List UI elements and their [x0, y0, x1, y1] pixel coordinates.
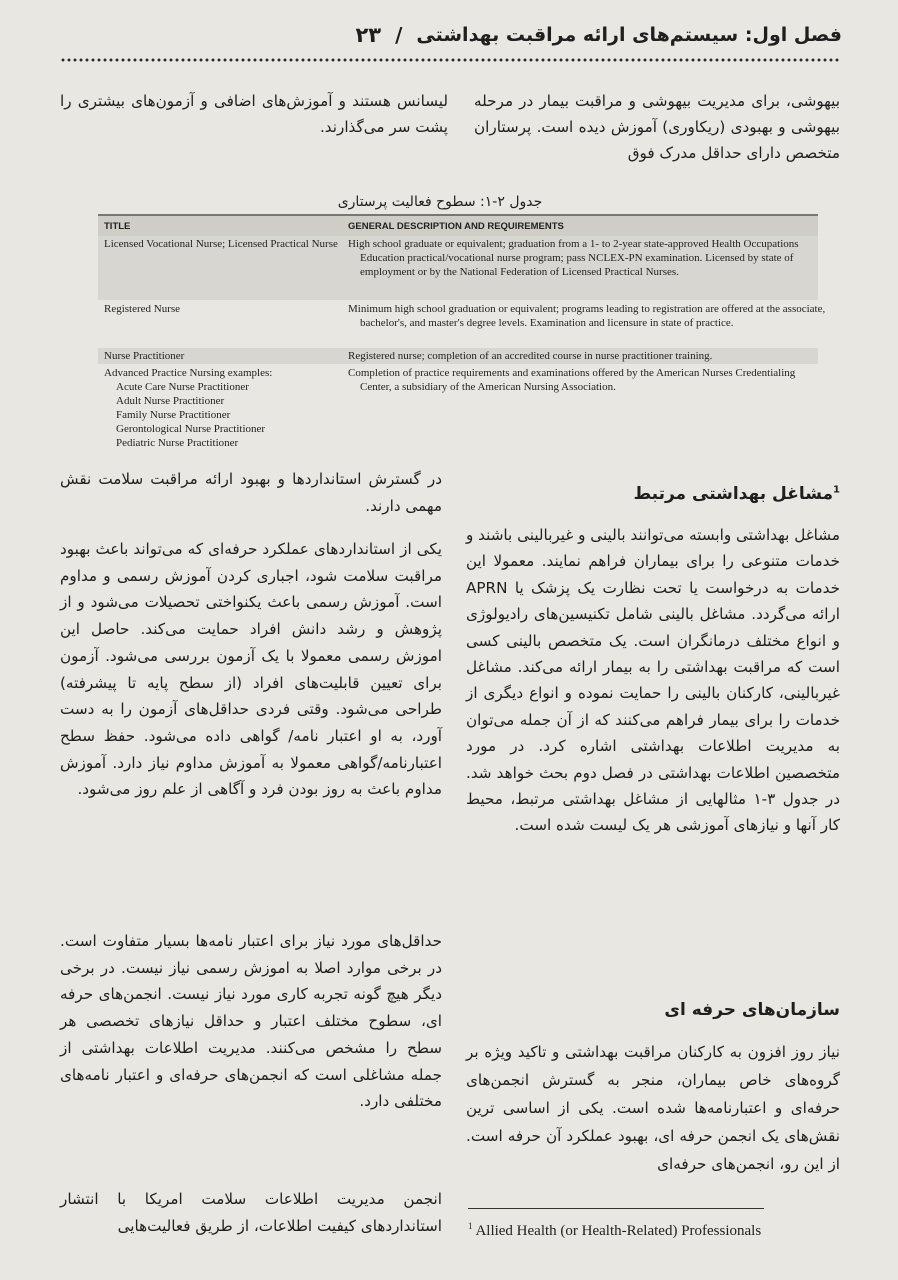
nursing-levels-table [98, 214, 826, 456]
allied-health-paragraph: مشاغل بهداشتی وابسته می‌توانند بالینی و غیربالینی باشند و خدمات متنوعی را برای بیماران فراهم نمایند. معمولا این خدمات به درخواست یا تحت نظارت یک پزشک یا APRN ارائه می‌گردد. مشاغل بالینی شامل تکنیسین‌های رادیولوژی و انواع مختلف درمانگران است. یک متخصص بالینی کسی است که مراقبت بهداشتی را به بیمار ارائه می‌کند. مشاغل غیربالینی، کارکنان بالینی را حمایت نموده و انواع دیگری از خدمات را برای بیمار فراهم می‌کنند که از آن جمله می‌توان به مدیریت اطلاعات بهداشتی اشاره کرد. در مورد متخصصین اطلاعات بهداشتی در فصل دوم بحث خواهد شد. در جدول ۳-۱ مثالهایی از مشاغل بهداشتی مرتبط، محیط کار آنها و نیازهای آموزشی هر یک لیست شده است. [465, 526, 841, 835]
section-title-professional-orgs: سازمان‌های حرفه ای [664, 1000, 840, 1020]
example-item: Family Nurse Practitioner [116, 409, 231, 421]
table-row [98, 236, 818, 300]
professional-orgs-paragraph: نیاز روز افزون به کارکنان مراقبت بهداشتی و تاکید ویژه بر گروه‌های خاص بیماران، منجر به گسترش انجمن‌های حرفه‌ای و اعتبارنامه‌ها شده است. یکی از اساسی ترین نقش‌های یک انجمن حرفه ای، بهبود عملکرد آن حرفه است. از این رو، انجمن‌های حرفه‌ای [466, 1043, 840, 1173]
footnote-ref: 1 [833, 484, 840, 496]
example-item: Acute Care Nurse Practitioner [116, 381, 249, 393]
row-description: Completion of practice requirements and examinations offered by the American Nurses Credentialing Center, a subsidiary of the American Nursing Association. [348, 367, 796, 393]
left-paragraph-1: در گسترش استانداردها و بهبود ارائه مراقبت سلامت نقش مهمی دارند. [60, 470, 442, 515]
row-title: Nurse Practitioner [104, 350, 185, 362]
page-header [60, 18, 842, 52]
footnote-text: Allied Health (or Health-Related) Professionals [475, 1223, 762, 1239]
footnote-mark: 1 [468, 1221, 473, 1231]
table-header [98, 214, 818, 237]
top-left-paragraph: لیسانس هستند و آموزش‌های اضافی و آزمون‌های بیشتری را پشت سر می‌گذارند. [60, 92, 448, 136]
row-title: Advanced Practice Nursing examples: [104, 367, 273, 379]
example-item: Gerontological Nurse Practitioner [116, 423, 266, 435]
example-item: Pediatric Nurse Practitioner [116, 437, 239, 449]
left-paragraph-2: یکی از استانداردهای عملکرد حرفه‌ای که می‌تواند باعث بهبود مراقبت سلامت شود، اجباری کردن آموزش رسمی و مداوم است. آموزش رسمی باعث یکنواختی تحصیلات می‌شود و از پژوهش و رشد دانش افراد حمایت می‌کند. حاصل این اموزش رسمی معمولا با یک آزمون بررسی می‌شود. آزمون برای تعیین قابلیت‌های افراد (از سطح پایه تا پیشرفته) طراحی می‌شود. وقتی فردی حداقل‌های آزمون را به دست آورد، به او اعتبار نامه/ گواهی داده می‌شود. حفظ سطح اعتبارنامه/گواهی معمولا به آموزش مداوم نیاز دارد. آموزش مداوم باعث به روز بودن فرد و آگاهی از علم روز می‌شود. [60, 540, 442, 799]
table-header-description: GENERAL DESCRIPTION AND REQUIREMENTS [348, 221, 564, 232]
footnote [468, 1217, 768, 1241]
left-paragraph-3: حداقل‌های مورد نیاز برای اعتبار نامه‌ها بسیار متفاوت است. در برخی موارد اصلا به اموزش رسمی نیاز نیست. در برخی دیگر هیچ گونه تجربه کاری مورد نیاز نیست. انجمن‌های حرفه ای، سطوح مختلف اعتبار و حداقل نیازهای تخصصی هر سطح را مشخص می‌کنند. مدیریت اطلاعات بهداشتی از جمله مشاغلی است که انجمن‌های حرفه‌ای و اعتبار نامه‌های مختلفی دارد. [60, 932, 442, 1111]
table-row [98, 301, 826, 347]
table-row [98, 365, 818, 455]
table-header-title: TITLE [104, 221, 131, 232]
page-number: ۲۳ [355, 23, 382, 47]
row-description: Minimum high school graduation or equivalent; programs leading to registration are offered at the associate, bachelor's, and master's degree levels. Examination and licensure in state of practice. [348, 303, 826, 329]
top-right-paragraph: بیهوشی، برای مدیریت بیهوشی و مراقبت بیمار در مرحله بیهوشی و بهبودی (ریکاوری) آموزش دیده است. پرستاران متخصص دارای حداقل مدرک فوق [474, 92, 840, 162]
section-title-allied-health: $^1$مشاغل بهداشتی مرتبط [633, 484, 840, 504]
header-separator: / [395, 23, 403, 47]
row-title: Registered Nurse [104, 303, 181, 315]
row-title-group [104, 366, 340, 450]
example-item: Adult Nurse Practitioner [116, 395, 225, 407]
left-paragraph-4: انجمن مدیریت اطلاعات سلامت امریکا با انتشار استانداردهای کیفیت اطلاعات، از طریق فعالیت‌هایی [60, 1190, 442, 1235]
table-caption: جدول ۲-۱: سطوح فعالیت پرستاری [337, 194, 543, 210]
row-title: Licensed Vocational Nurse; Licensed Practical Nurse [104, 238, 338, 250]
header-dotted-rule [60, 57, 840, 63]
row-description: High school graduate or equivalent; graduation from a 1- to 2-year state-approved Health Occupations Education practical/vocational nurse program; pass NCLEX-PN examination. Licensed by state of employment or by the National Federation of Licensed Practical Nurses. [348, 238, 799, 278]
chapter-title: فصل اول: سیستم‌های ارائه مراقبت بهداشتی [416, 24, 842, 46]
footnote-rule [468, 1208, 764, 1209]
table-row [98, 348, 818, 364]
row-description: Registered nurse; completion of an accredited course in nurse practitioner training. [348, 350, 713, 362]
